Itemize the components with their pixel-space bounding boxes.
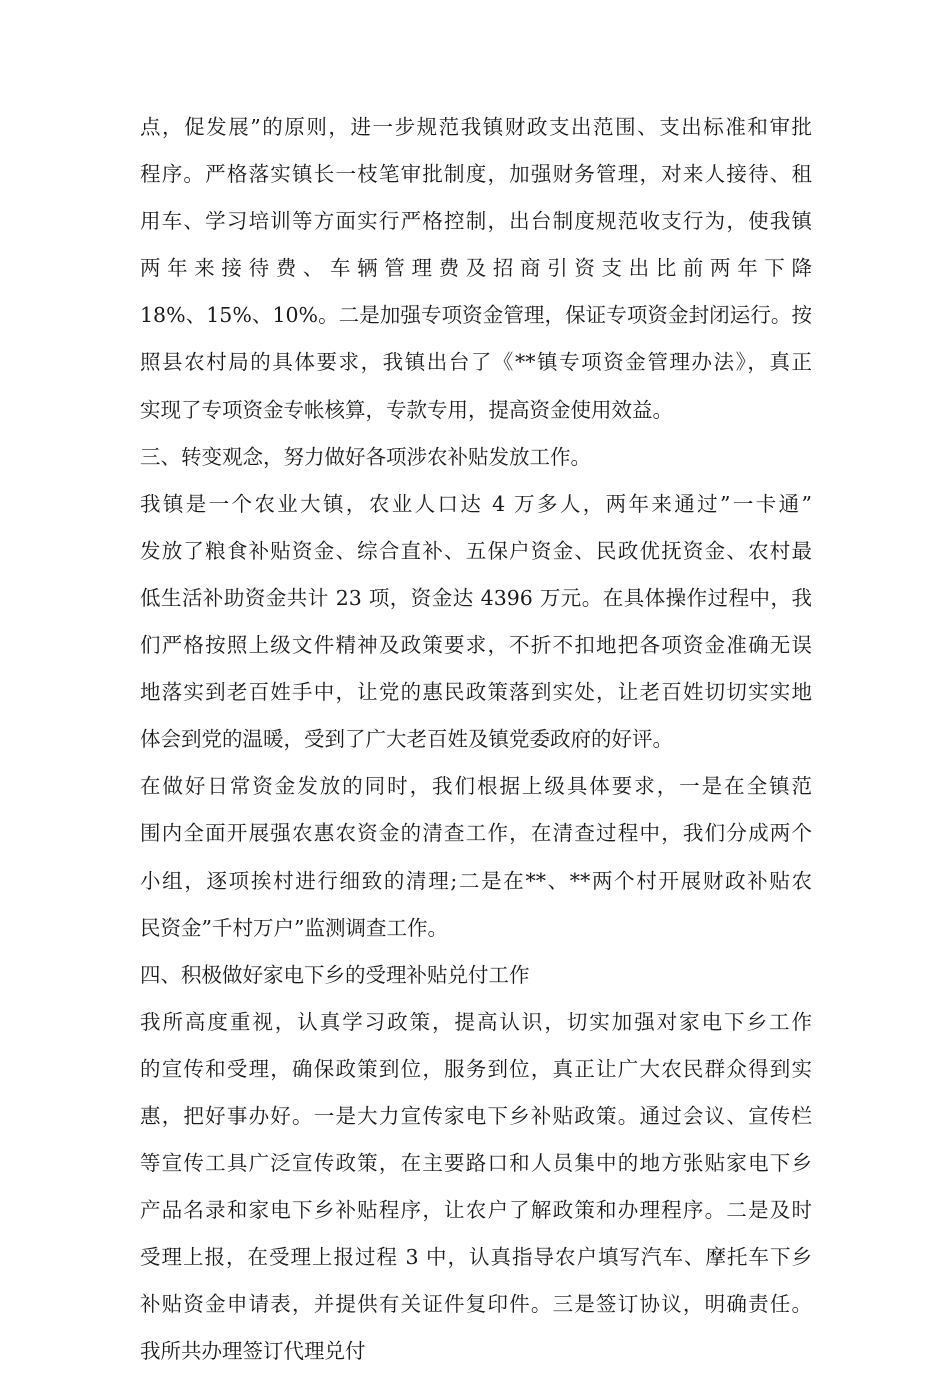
text-line: 低生活补助资金共计 23 项，资金达 4396 万元。在具体操作过程中，我 — [140, 585, 812, 610]
text-line: 用车、学习培训等方面实行严格控制，出台制度规范收支行为，使我镇 — [140, 209, 812, 234]
text-line: 受理上报，在受理上报过程 3 中，认真指导农户填写汽车、摩托车下乡 — [140, 1245, 812, 1270]
text-line: 两年来接待费、车辆管理费及招商引资支出比前两年下降 — [140, 256, 812, 281]
text-line: 照县农村局的具体要求，我镇出台了《**镇专项资金管理办法》，真正 — [140, 350, 812, 375]
paragraph-end-line: 民资金”千村万户”监测调查工作。 — [140, 915, 448, 940]
text-line: 等宣传工具广泛宣传政策，在主要路口和人员集中的地方张贴家电下乡 — [140, 1151, 812, 1176]
paragraph-end-line: 实现了专项资金专帐核算，专款专用，提高资金使用效益。 — [140, 397, 673, 422]
section-heading: 四、积极做好家电下乡的受理补贴兑付工作 — [140, 962, 530, 987]
text-line: 发放了粮食补贴资金、综合直补、五保户资金、民政优抚资金、农村最 — [140, 538, 812, 563]
text-line: 程序。严格落实镇长一枝笔审批制度，加强财务管理，对来人接待、租 — [140, 162, 812, 187]
text-line: 18%、15%、10%。二是加强专项资金管理，保证专项资金封闭运行。按 — [140, 303, 812, 328]
paragraph-end-line: 我所共办理签订代理兑付 — [140, 1339, 366, 1364]
text-line: 围内全面开展强农惠农资金的清查工作，在清查过程中，我们分成两个 — [140, 821, 812, 846]
text-line: 在做好日常资金发放的同时，我们根据上级具体要求，一是在全镇范 — [140, 774, 812, 799]
text-line: 地落实到老百姓手中，让党的惠民政策落到实处，让老百姓切切实实地 — [140, 680, 812, 705]
section-heading: 三、转变观念，努力做好各项涉农补贴发放工作。 — [140, 444, 591, 469]
text-line: 产品名录和家电下乡补贴程序，让农户了解政策和办理程序。二是及时 — [140, 1198, 812, 1223]
text-line: 我镇是一个农业大镇，农业人口达 4 万多人，两年来通过”一卡通” — [140, 491, 812, 516]
text-line: 的宣传和受理，确保政策到位，服务到位，真正让广大农民群众得到实 — [140, 1056, 812, 1081]
document-body — [140, 104, 812, 1376]
text-line: 点，促发展”的原则，进一步规范我镇财政支出范围、支出标准和审批 — [140, 115, 812, 139]
text-line: 们严格按照上级文件精神及政策要求，不折不扣地把各项资金准确无误 — [140, 633, 812, 658]
text-line: 补贴资金申请表，并提供有关证件复印件。三是签订协议，明确责任。 — [140, 1292, 812, 1317]
paragraph-end-line: 体会到党的温暖，受到了广大老百姓及镇党委政府的好评。 — [140, 727, 673, 752]
text-line: 小组，逐项挨村进行细致的清理;二是在**、**两个村开展财政补贴农 — [140, 868, 812, 893]
text-line: 我所高度重视，认真学习政策，提高认识，切实加强对家电下乡工作 — [140, 1009, 812, 1034]
text-line: 惠，把好事办好。一是大力宣传家电下乡补贴政策。通过会议、宣传栏 — [140, 1103, 812, 1128]
